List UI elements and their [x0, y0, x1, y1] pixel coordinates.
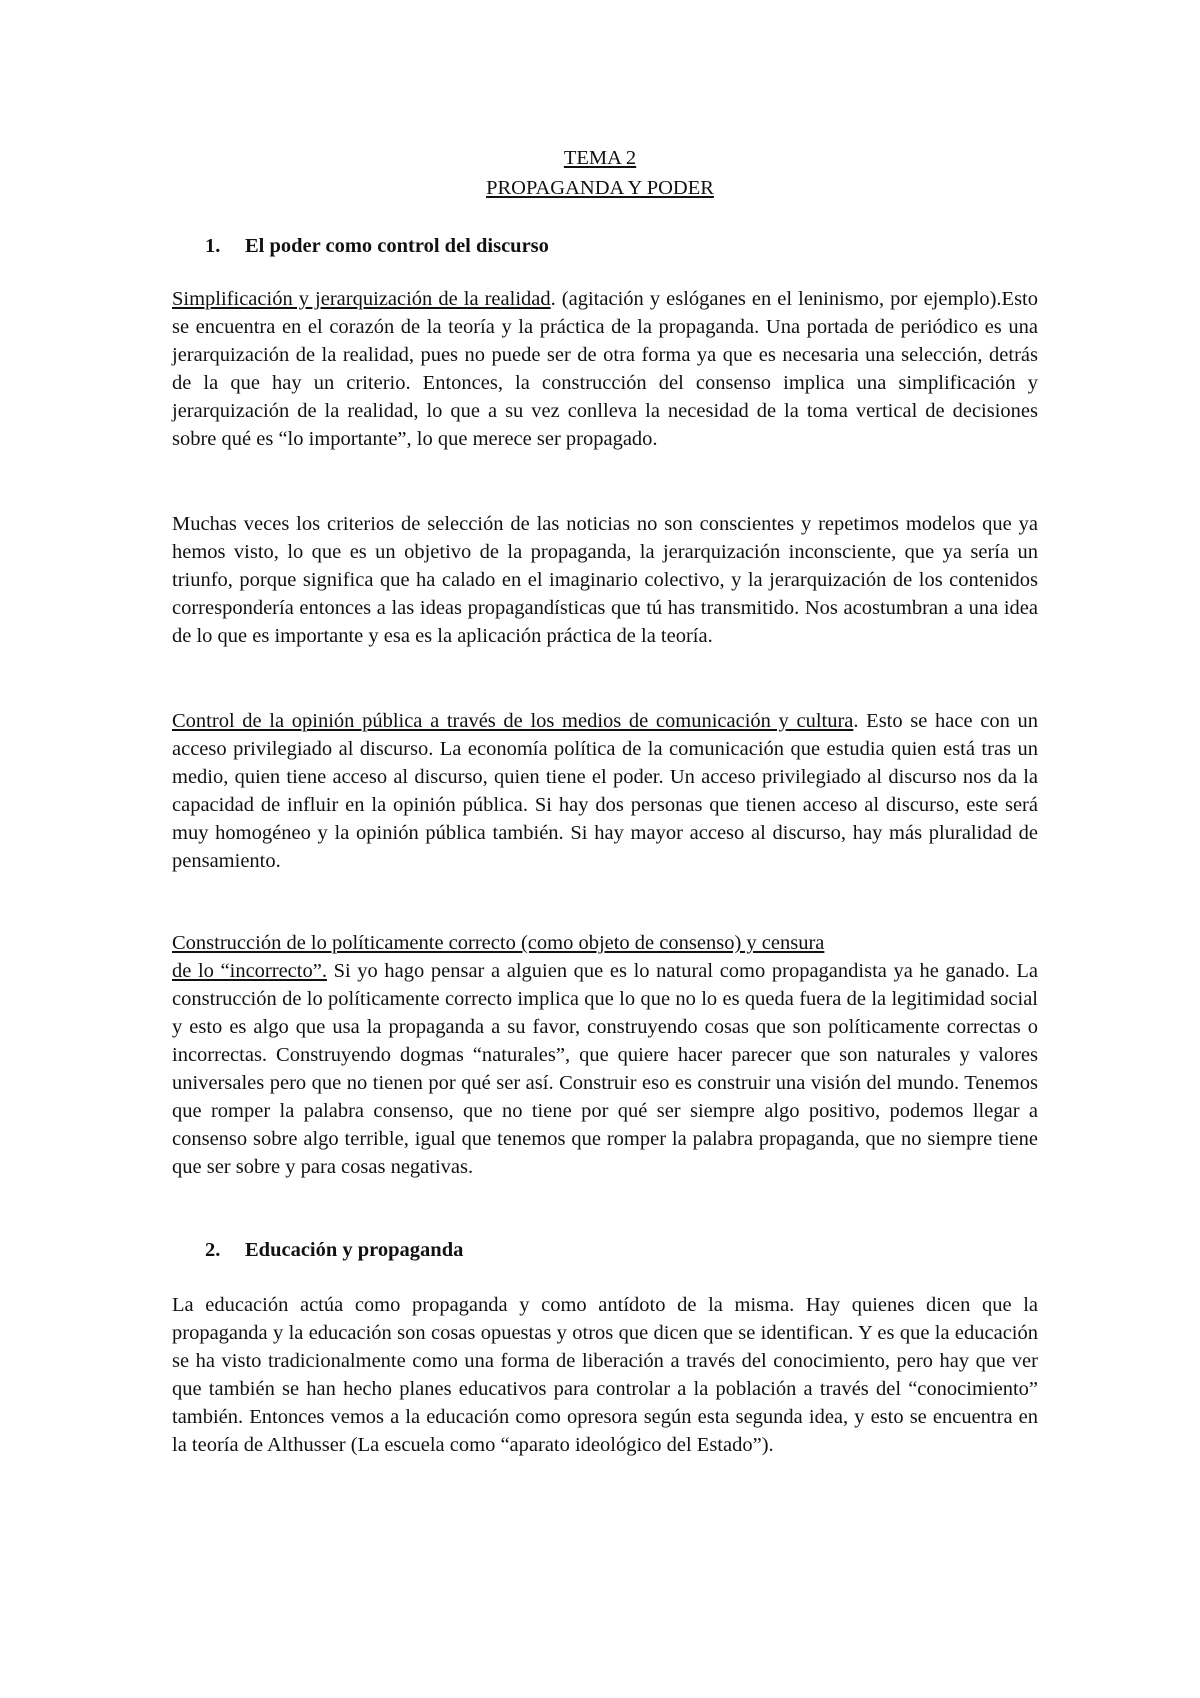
paragraph-control-opinion: [172, 707, 1038, 875]
section-number: 2.: [205, 1239, 221, 1261]
document-title-block: [0, 143, 1200, 203]
section-heading-2: [205, 1236, 463, 1264]
section-title: El poder como control del discurso: [245, 235, 549, 257]
underlined-lead: Construcción de lo políticamente correcto (como objeto de consenso) y censura: [172, 932, 825, 954]
paragraph-text: . Esto se hace con un acceso privilegiado al discurso. La economía política de la comunicación que estudia quien está tras un medio, quien tiene acceso al discurso, quien tiene el poder. Un acceso privilegiado al discurso nos da la capacidad de influir en la opinión pública. Si hay dos personas que tienen acceso al discurso, este será muy homogéneo y la opinión pública también. Si hay mayor acceso al discurso, hay más pluralidad de pensamiento.: [172, 710, 1038, 872]
paragraph-politicamente-correcto: [172, 929, 1038, 1181]
section-title: Educación y propaganda: [245, 1239, 464, 1261]
underlined-lead-continued: de lo “incorrecto”.: [172, 960, 327, 982]
paragraph-educacion: [172, 1291, 1038, 1459]
section-number: 1.: [205, 235, 221, 257]
document-title-topic: TEMA 2: [563, 147, 637, 169]
paragraph-simplificacion: [172, 285, 1038, 453]
paragraph-text: . (agitación y eslóganes en el leninismo, por ejemplo).Esto se encuentra en el corazón de la teoría y la práctica de la propaganda. Una portada de periódico es una jerarquización de la realidad, pues no puede ser de otra forma ya que es necesaria una selección, detrás de la que hay un criterio. Entonces, la construcción del consenso implica una simplificación y jerarquización de la realidad, lo que a su vez conlleva la necesidad de la toma vertical de decisiones sobre qué es “lo importante”, lo que merece ser propagado.: [172, 288, 1038, 450]
document-title-main: PROPAGANDA Y PODER: [486, 177, 714, 199]
paragraph-text: Muchas veces los criterios de selección de las noticias no son conscientes y repetimos modelos que ya hemos visto, lo que es un objetivo de la propaganda, la jerarquización inconsciente, que ya sería un triunfo, porque significa que ha calado en el imaginario colectivo, y la jerarquización de los contenidos correspondería entonces a las ideas propagandísticas que tú has transmitido. Nos acostumbran a una idea de lo que es importante y esa es la aplicación práctica de la teoría.: [172, 513, 1038, 647]
paragraph-text: Si yo hago pensar a alguien que es lo natural como propagandista ya he ganado. La construcción de lo políticamente correcto implica que lo que no lo es queda fuera de la legitimidad social y esto es algo que usa la propaganda a su favor, construyendo cosas que son políticamente correctas o incorrectas. Construyendo dogmas “naturales”, que quiere hacer parecer que son naturales y valores universales pero que no tienen por qué ser así. Construir eso es construir una visión del mundo. Tenemos que romper la palabra consenso, que no tiene por qué ser siempre algo positivo, podemos llegar a consenso sobre algo terrible, igual que tenemos que romper la palabra propaganda, que no siempre tiene que ser sobre y para cosas negativas.: [172, 960, 1038, 1178]
paragraph-criterios: [172, 510, 1038, 650]
underlined-lead: Control de la opinión pública a través de los medios de comunicación y cultura: [172, 710, 854, 732]
paragraph-text: La educación actúa como propaganda y como antídoto de la misma. Hay quienes dicen que la propaganda y la educación son cosas opuestas y otros que dicen que se identifican. Y es que la educación se ha visto tradicionalmente como una forma de liberación a través del conocimiento, pero hay que ver que también se han hecho planes educativos para controlar a la población a través del “conocimiento” también. Entonces vemos a la educación como opresora según esta segunda idea, y esto se encuentra en la teoría de Althusser (La escuela como “aparato ideológico del Estado”).: [172, 1294, 1038, 1456]
section-heading-1: [205, 232, 549, 260]
underlined-lead: Simplificación y jerarquización de la realidad: [172, 288, 551, 310]
